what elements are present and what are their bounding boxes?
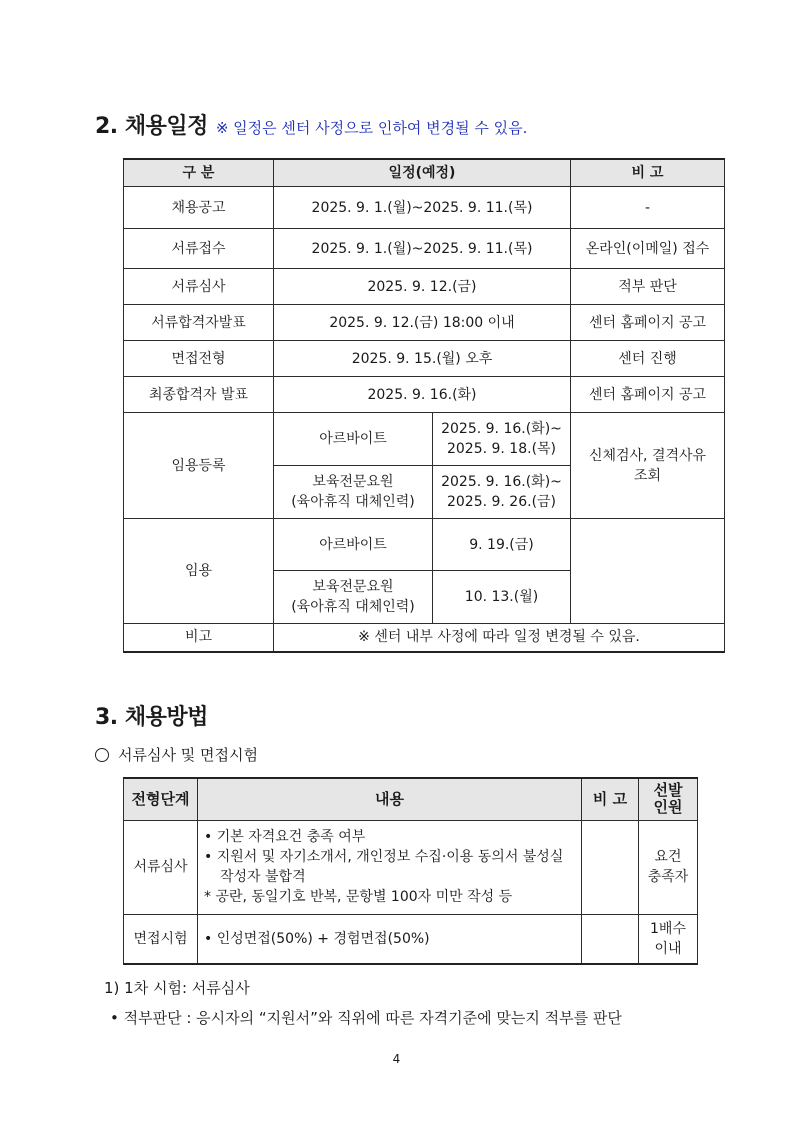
registration-childcare-label [274, 466, 433, 519]
footer-text: ※ 센터 내부 사정에 따라 일정 변경될 수 있음. [274, 624, 725, 652]
schedule-row [124, 341, 725, 377]
row-date: 2025. 9. 12.(금) 18:00 이내 [274, 305, 571, 341]
row-category: 서류심사 [124, 269, 274, 305]
registration-childcare-label-line-2: (육아휴직 대체인력) [291, 494, 415, 510]
method-header-stage: 전형단계 [124, 778, 198, 820]
appointment-row-part-time [124, 519, 725, 571]
appointment-category: 임용 [124, 519, 274, 624]
section-3-title: 3. 채용방법 [95, 705, 208, 730]
registration-row-part-time [124, 413, 725, 466]
row-remark: 온라인(이메일) 접수 [571, 229, 725, 269]
method-header-content: 내용 [198, 778, 582, 820]
registration-part-time-date [433, 413, 571, 466]
footnote-line-1: 1) 1차 시험: 서류심사 [104, 979, 250, 997]
method-row-content [198, 820, 582, 914]
method-row-selection-line-1: 요건 [654, 849, 682, 865]
header-date: 일정(예정) [274, 159, 571, 187]
registration-category: 임용등록 [124, 413, 274, 519]
method-note: * 공란, 동일기호 반복, 문항별 100자 미만 작성 등 [204, 889, 513, 905]
row-date: 2025. 9. 12.(금) [274, 269, 571, 305]
row-remark: 센터 홈페이지 공고 [571, 377, 725, 413]
method-row-selection-line-2: 충족자 [647, 869, 689, 885]
appointment-childcare-label [274, 571, 433, 624]
section-2-heading [95, 109, 527, 140]
method-item: • 인성면접(50%) + 경험면접(50%) [204, 930, 430, 947]
row-remark: 센터 홈페이지 공고 [571, 305, 725, 341]
page-number: 4 [392, 1052, 401, 1066]
row-category: 최종합격자 발표 [124, 377, 274, 413]
method-header-selection [639, 778, 698, 820]
method-row-stage: 면접시험 [124, 914, 198, 964]
method-row-selection-line-2: 이내 [654, 940, 682, 957]
appointment-childcare-label-line-1: 보육전문요원 [312, 579, 394, 595]
schedule-row [124, 187, 725, 229]
method-header-selection-line-2: 인원 [653, 798, 683, 817]
method-row-selection [639, 914, 698, 964]
registration-part-time-date-start: 2025. 9. 16.(화)~ [441, 421, 562, 437]
appointment-childcare-label-line-2: (육아휴직 대체인력) [291, 599, 415, 615]
row-category: 채용공고 [124, 187, 274, 229]
section-2-note: ※ 일정은 센터 사정으로 인하여 변경될 수 있음. [215, 119, 528, 137]
appointment-part-time-date: 9. 19.(금) [433, 519, 571, 571]
appointment-part-time-label: 아르바이트 [274, 519, 433, 571]
section-3-subtitle [95, 744, 258, 765]
method-row [124, 820, 698, 914]
row-date: 2025. 9. 1.(월)~2025. 9. 11.(목) [274, 229, 571, 269]
method-header-selection-line-1: 선발 [653, 781, 683, 800]
schedule-row [124, 377, 725, 413]
schedule-row [124, 269, 725, 305]
row-date: 2025. 9. 1.(월)~2025. 9. 11.(목) [274, 187, 571, 229]
row-remark: - [571, 187, 725, 229]
schedule-header-row [124, 159, 725, 187]
method-row-remark [582, 914, 639, 964]
method-item: • 지원서 및 자기소개서, 개인정보 수집·이용 동의서 불성실 작성자 불합격 [204, 849, 564, 885]
row-date: 2025. 9. 15.(월) 오후 [274, 341, 571, 377]
appointment-childcare-date: 10. 13.(월) [433, 571, 571, 624]
schedule-table [123, 158, 725, 653]
header-remark: 비 고 [571, 159, 725, 187]
registration-remark [571, 413, 725, 519]
registration-childcare-label-line-1: 보육전문요원 [312, 474, 394, 490]
registration-childcare-date [433, 466, 571, 519]
method-item: • 기본 자격요건 충족 여부 [204, 829, 366, 845]
row-date: 2025. 9. 16.(화) [274, 377, 571, 413]
registration-part-time-date-end: 2025. 9. 18.(목) [446, 441, 557, 457]
registration-part-time-label: 아르바이트 [274, 413, 433, 466]
schedule-row [124, 305, 725, 341]
method-table [123, 777, 698, 965]
registration-remark-line-1: 신체검사, 결격사유 [588, 447, 707, 464]
header-category: 구 분 [124, 159, 274, 187]
method-row-selection-line-1: 1배수 [650, 920, 686, 937]
method-row-selection [639, 820, 698, 914]
method-row-content [198, 914, 582, 964]
circle-bullet-icon [95, 748, 109, 762]
registration-childcare-date-end: 2025. 9. 26.(금) [446, 494, 557, 510]
method-row [124, 914, 698, 964]
row-remark: 센터 진행 [571, 341, 725, 377]
row-category: 면접전형 [124, 341, 274, 377]
section-2-title: 2. 채용일정 [95, 114, 208, 139]
footer-label: 비고 [124, 624, 274, 652]
method-row-remark [582, 820, 639, 914]
schedule-footer-row [124, 624, 725, 652]
row-remark: 적부 판단 [571, 269, 725, 305]
row-category: 서류접수 [124, 229, 274, 269]
footnote-line-2: • 적부판단 : 응시자의 “지원서”와 직위에 따른 자격기준에 맞는지 적부를 판단 [110, 1009, 622, 1027]
registration-remark-line-2: 조회 [633, 467, 662, 484]
method-row-stage: 서류심사 [124, 820, 198, 914]
row-category: 서류합격자발표 [124, 305, 274, 341]
section-3-subtitle-text: 서류심사 및 면접시험 [118, 746, 258, 764]
method-header-remark: 비 고 [582, 778, 639, 820]
registration-childcare-date-start: 2025. 9. 16.(화)~ [441, 474, 562, 490]
method-header-row [124, 778, 698, 820]
schedule-row [124, 229, 725, 269]
appointment-remark [571, 519, 725, 624]
